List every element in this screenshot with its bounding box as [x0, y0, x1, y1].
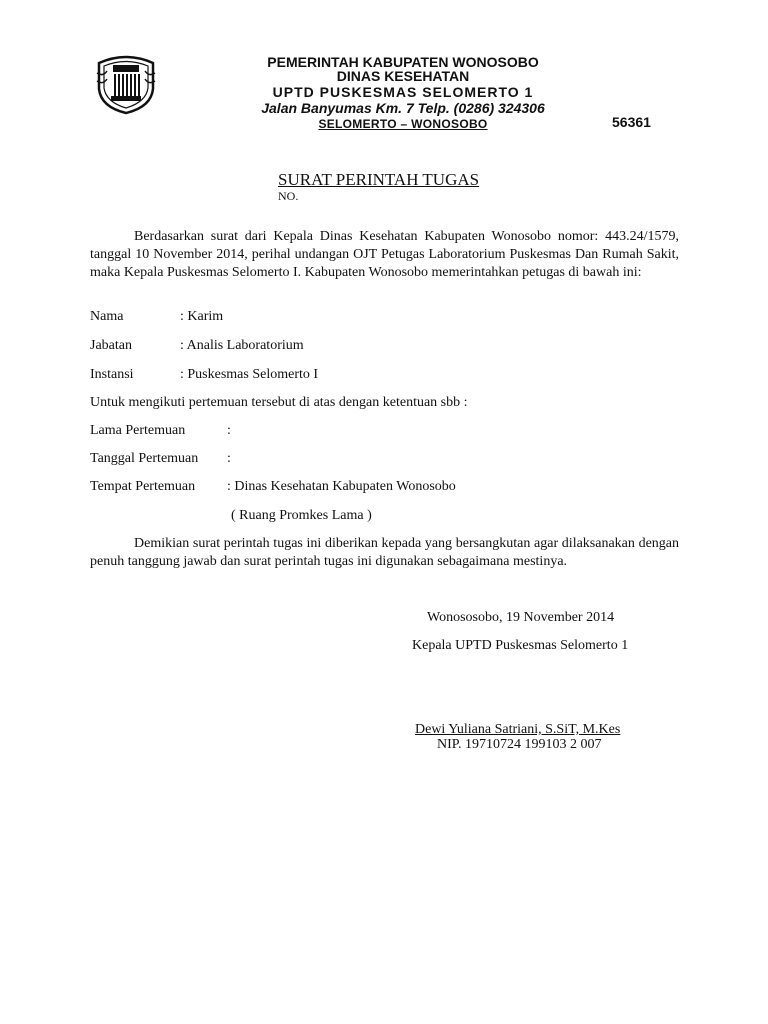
meeting-place-label: Tempat Pertemuan — [90, 479, 196, 494]
meeting-duration-value: : — [227, 423, 231, 438]
closing-paragraph: Demikian surat perintah tugas ini diberikan kepada yang bersangkutan agar dilaksanakan dengan penuh tanggung jawab dan surat perintah tugas ini digunakan sebagaimana mestinya. — [90, 536, 679, 569]
officer-name-value: : Karim — [180, 309, 224, 324]
meeting-date-label: Tanggal Pertemuan — [90, 451, 199, 466]
signature-place-date: Wonososobo, 19 November 2014 — [427, 610, 615, 625]
officer-name-label: Nama — [90, 309, 124, 324]
officer-agency-value: : Puskesmas Selomerto I — [180, 367, 319, 382]
meeting-intro: Untuk mengikuti pertemuan tersebut di atas dengan ketentuan sbb : — [90, 395, 468, 410]
meeting-place-value: : Dinas Kesehatan Kabupaten Wonosobo — [227, 479, 456, 494]
document-number-label: NO. — [278, 189, 299, 203]
meeting-date-value: : — [227, 451, 231, 466]
opening-paragraph: Berdasarkan surat dari Kepala Dinas Kesehatan Kabupaten Wonosobo nomor: 443.24/1579, tanggal 10 November 2014, perihal undangan OJT Petugas Laboratorium Puskesmas Dan Rumah Sakit, maka Kepala Puskesmas Selomerto I. Kabupaten Wonosobo memerintahkan petugas di bawah ini: — [90, 229, 679, 280]
document-title: SURAT PERINTAH TUGAS — [278, 170, 480, 189]
officer-position-label: Jabatan — [90, 338, 132, 353]
letterhead-city: SELOMERTO – WONOSOBO — [318, 117, 488, 131]
letterhead-postal-code: 56361 — [612, 114, 651, 130]
signature-position: Kepala UPTD Puskesmas Selomerto 1 — [412, 638, 629, 653]
letterhead-unit: UPTD PUSKESMAS SELOMERTO 1 — [272, 84, 534, 100]
meeting-duration-label: Lama Pertemuan — [90, 423, 186, 438]
signature-name: Dewi Yuliana Satriani, S.SiT, M.Kes — [415, 722, 621, 737]
meeting-room: ( Ruang Promkes Lama ) — [231, 508, 372, 523]
officer-agency-label: Instansi — [90, 367, 134, 382]
signature-nip: NIP. 19710724 199103 2 007 — [437, 737, 602, 752]
letterhead-government: PEMERINTAH KABUPATEN WONOSOBO — [267, 54, 539, 70]
letterhead-department: DINAS KESEHATAN — [336, 68, 470, 84]
letterhead-address: Jalan Banyumas Km. 7 Telp. (0286) 324306 — [261, 100, 545, 116]
officer-position-value: : Analis Laboratorium — [180, 338, 304, 353]
regency-crest-icon — [93, 49, 159, 115]
